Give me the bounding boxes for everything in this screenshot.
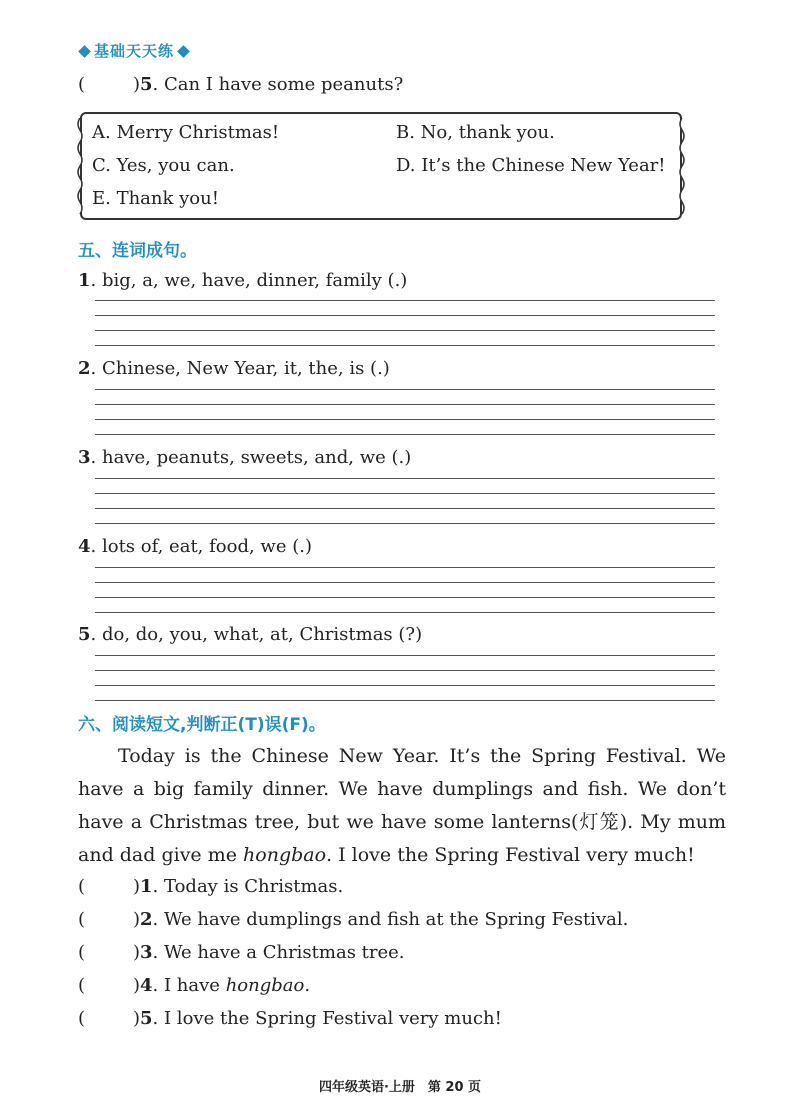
reading-passage: Today is the Chinese New Year. It’s the Spring Festival. We have a big family dinner. We have dumplings and fish. We don’t have a Christmas tree, but we have some lanterns(灯笼). My mum and dad give me hongbao. I love the Spring Festival very much! bbox=[78, 745, 726, 866]
section-5-title: 五、连词成句。 bbox=[78, 241, 197, 261]
section-6-title: 六、阅读短文,判断正(T)误(F)。 bbox=[78, 715, 326, 735]
answer-blank[interactable]: ( ) bbox=[78, 1008, 140, 1029]
judge-item-3: ( ) 3. We have a Christmas tree. bbox=[78, 942, 405, 963]
sentence-item-2: 2. Chinese, New Year, it, the, is (.) bbox=[78, 358, 390, 379]
option-d: D. It’s the Chinese New Year! bbox=[396, 155, 666, 176]
diamond-icon bbox=[78, 45, 91, 58]
page-footer: 四年级英语·上册 第 20 页 bbox=[318, 1080, 482, 1095]
brand-title: 基础天天练 bbox=[94, 42, 175, 60]
answer-blank[interactable]: ( ) bbox=[78, 909, 140, 930]
diamond-icon bbox=[177, 45, 190, 58]
option-a: A. Merry Christmas! bbox=[92, 122, 280, 143]
option-c: C. Yes, you can. bbox=[92, 155, 235, 176]
answer-blank[interactable]: ( ) bbox=[78, 975, 140, 996]
sentence-item-5: 5. do, do, you, what, at, Christmas (?) bbox=[78, 624, 423, 645]
judge-item-1: ( ) 1. Today is Christmas. bbox=[78, 876, 344, 897]
answer-lines-2[interactable] bbox=[95, 389, 715, 449]
judge-item-4: ( ) 4. I have hongbao. bbox=[78, 975, 311, 996]
option-e: E. Thank you! bbox=[92, 188, 219, 209]
answer-blank[interactable]: ( ) bbox=[78, 876, 140, 897]
answer-lines-4[interactable] bbox=[95, 567, 715, 627]
answer-lines-5[interactable] bbox=[95, 655, 715, 715]
answer-blank[interactable]: ( ) bbox=[78, 74, 140, 95]
wave-border-icon bbox=[678, 118, 686, 218]
sentence-item-3: 3. have, peanuts, sweets, and, we (.) bbox=[78, 447, 412, 468]
answer-lines-3[interactable] bbox=[95, 478, 715, 538]
brand-header bbox=[78, 40, 193, 61]
question-5-top: ( ) 5. Can I have some peanuts? bbox=[78, 74, 404, 95]
sentence-item-1: 1. big, a, we, have, dinner, family (.) bbox=[78, 270, 408, 291]
judge-item-5: ( ) 5. I love the Spring Festival very much! bbox=[78, 1008, 502, 1029]
wave-border-icon bbox=[76, 118, 84, 218]
answer-blank[interactable]: ( ) bbox=[78, 942, 140, 963]
sentence-item-4: 4. lots of, eat, food, we (.) bbox=[78, 536, 312, 557]
answer-lines-1[interactable] bbox=[95, 300, 715, 360]
option-b: B. No, thank you. bbox=[396, 122, 555, 143]
judge-item-2: ( ) 2. We have dumplings and fish at the Spring Festival. bbox=[78, 909, 629, 930]
